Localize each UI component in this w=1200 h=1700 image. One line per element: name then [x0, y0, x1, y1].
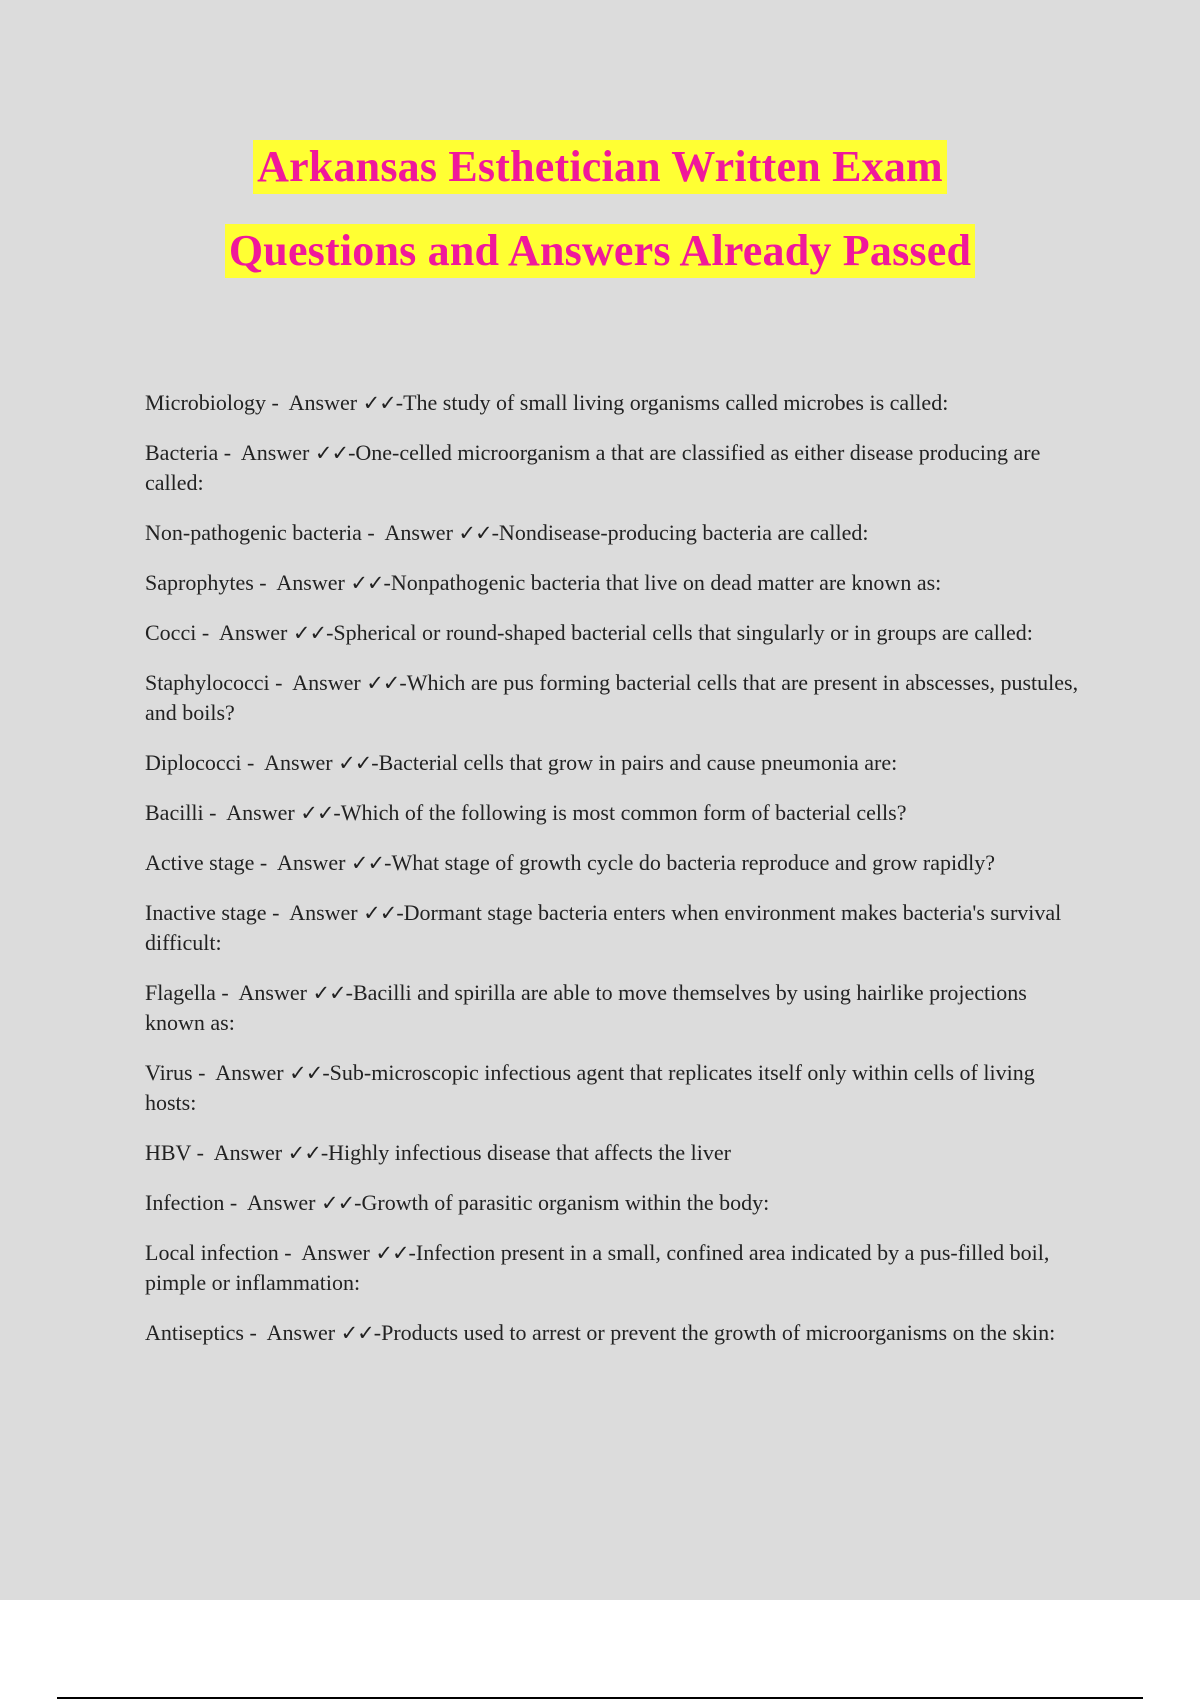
qa-item: HBV - Answer ✓✓-Highly infectious disease that affects the liver: [145, 1140, 731, 1165]
answer-label: Answer: [213, 1140, 283, 1165]
qa-item: Bacilli - Answer ✓✓-Which of the following is most common form of bacterial cells?: [145, 800, 907, 825]
qa-term: Diplococci: [145, 750, 242, 775]
qa-term: Cocci: [145, 620, 197, 645]
qa-question: -Which of the following is most common form of bacterial cells?: [333, 800, 907, 825]
answer-label: Answer: [292, 670, 361, 695]
qa-item: Antiseptics - Answer ✓✓-Products used to arrest or prevent the growth of microorganisms on the skin:: [145, 1320, 1056, 1345]
qa-question: -Nonpathogenic bacteria that live on dead matter are known as:: [383, 570, 942, 595]
qa-item: Virus - Answer ✓✓-Sub-microscopic infectious agent that replicates itself only within cells of living hosts:: [145, 1060, 1035, 1115]
qa-item: Microbiology - Answer ✓✓-The study of small living organisms called microbes is called:: [145, 390, 949, 415]
qa-question: -Which are pus forming bacterial cells that are present in abscesses, pustules, and boils?: [145, 670, 1079, 725]
qa-item: Diplococci - Answer ✓✓-Bacterial cells that grow in pairs and cause pneumonia are:: [145, 750, 898, 775]
qa-question: -The study of small living organisms called microbes is called:: [395, 390, 949, 415]
qa-item: Staphylococci - Answer ✓✓-Which are pus forming bacterial cells that are present in abscesses, pustules, and boils?: [145, 670, 1079, 725]
qa-item: Infection - Answer ✓✓-Growth of parasitic organism within the body:: [145, 1190, 770, 1215]
qa-term: Staphylococci: [145, 670, 270, 695]
double-check-icon: ✓✓: [338, 751, 372, 775]
qa-term: Microbiology: [145, 390, 266, 415]
qa-question: -Sub-microscopic infectious agent that replicates itself only within cells of living hosts:: [145, 1060, 1035, 1115]
answer-label: Answer: [266, 1320, 336, 1345]
qa-term: Bacilli: [145, 800, 204, 825]
title-line-1: Arkansas Esthetician Written Exam: [253, 140, 947, 194]
qa-question: -Dormant stage bacteria enters when environment makes bacteria's survival difficult:: [145, 900, 1062, 955]
qa-question: -One-celled microorganism a that are classified as either disease producing are called:: [145, 440, 1041, 495]
qa-item: Non-pathogenic bacteria - Answer ✓✓-Nondisease-producing bacteria are called:: [145, 520, 869, 545]
answer-label: Answer: [289, 900, 358, 925]
answer-label: Answer: [288, 390, 358, 415]
qa-item: Cocci - Answer ✓✓-Spherical or round-shaped bacterial cells that singularly or in groups are called:: [145, 620, 1033, 645]
answer-label: Answer: [264, 750, 333, 775]
qa-term: HBV: [145, 1140, 192, 1165]
document-title: [0, 140, 1200, 308]
bottom-divider: [57, 1697, 1143, 1699]
qa-item: Local infection - Answer ✓✓-Infection present in a small, confined area indicated by a pus-filled boil, pimple or inflammation:: [145, 1240, 1050, 1295]
double-check-icon: ✓✓: [312, 981, 346, 1005]
qa-term: Flagella: [145, 980, 216, 1005]
qa-question: -Nondisease-producing bacteria are called:: [491, 520, 869, 545]
qa-item: Saprophytes - Answer ✓✓-Nonpathogenic bacteria that live on dead matter are known as:: [145, 570, 942, 595]
double-check-icon: ✓✓: [320, 1191, 355, 1215]
double-check-icon: ✓✓: [458, 521, 492, 545]
qa-question: -Bacterial cells that grow in pairs and cause pneumonia are:: [371, 750, 898, 775]
qa-question: -Spherical or round-shaped bacterial cells that singularly or in groups are called:: [326, 620, 1033, 645]
qa-term: Saprophytes: [145, 570, 254, 595]
answer-label: Answer: [215, 1060, 284, 1085]
answer-label: Answer: [276, 570, 345, 595]
qa-question: -Highly infectious disease that affects the liver: [320, 1140, 731, 1165]
answer-label: Answer: [240, 440, 310, 465]
answer-label: Answer: [218, 620, 288, 645]
qa-term: Antiseptics: [145, 1320, 244, 1345]
double-check-icon: ✓✓: [340, 1321, 374, 1345]
double-check-icon: ✓✓: [350, 571, 384, 595]
double-check-icon: ✓✓: [350, 851, 385, 875]
answer-label: Answer: [238, 980, 307, 1005]
double-check-icon: ✓✓: [362, 391, 396, 415]
qa-question: -Growth of parasitic organism within the body:: [354, 1190, 770, 1215]
double-check-icon: ✓✓: [287, 1141, 321, 1165]
qa-term: Infection: [145, 1190, 225, 1215]
double-check-icon: ✓✓: [363, 901, 397, 925]
qa-question: -Bacilli and spirilla are able to move themselves by using hairlike projections known as:: [145, 980, 1027, 1035]
qa-term: Inactive stage: [145, 900, 267, 925]
qa-term: Active stage: [145, 850, 255, 875]
double-check-icon: ✓✓: [375, 1241, 409, 1265]
answer-label: Answer: [384, 520, 453, 545]
qa-question: -Infection present in a small, confined area indicated by a pus-filled boil, pimple or inflammation:: [145, 1240, 1050, 1295]
qa-item: Inactive stage - Answer ✓✓-Dormant stage bacteria enters when environment makes bacteria's survival difficult:: [145, 900, 1062, 955]
answer-label: Answer: [226, 800, 295, 825]
answer-label: Answer: [247, 1190, 316, 1215]
qa-term: Non-pathogenic bacteria: [145, 520, 362, 545]
double-check-icon: ✓✓: [300, 801, 334, 825]
qa-item: Flagella - Answer ✓✓-Bacilli and spirilla are able to move themselves by using hairlike projections known as:: [145, 980, 1027, 1035]
qa-term: Virus: [145, 1060, 193, 1085]
qa-term: Bacteria: [145, 440, 219, 465]
title-line-2: Questions and Answers Already Passed: [225, 224, 975, 278]
double-check-icon: ✓✓: [366, 671, 400, 695]
qa-item: Bacteria - Answer ✓✓-One-celled microorganism a that are classified as either disease producing are called:: [145, 440, 1041, 495]
answer-label: Answer: [276, 850, 346, 875]
double-check-icon: ✓✓: [314, 441, 349, 465]
qa-item: Active stage - Answer ✓✓-What stage of growth cycle do bacteria reproduce and grow rapidly?: [145, 850, 995, 875]
qa-question: -Products used to arrest or prevent the growth of microorganisms on the skin:: [373, 1320, 1056, 1345]
double-check-icon: ✓✓: [289, 1061, 323, 1085]
qa-list: [145, 388, 1090, 1368]
answer-label: Answer: [301, 1240, 370, 1265]
qa-question: -What stage of growth cycle do bacteria reproduce and grow rapidly?: [384, 850, 995, 875]
double-check-icon: ✓✓: [292, 621, 327, 645]
qa-term: Local infection: [145, 1240, 279, 1265]
